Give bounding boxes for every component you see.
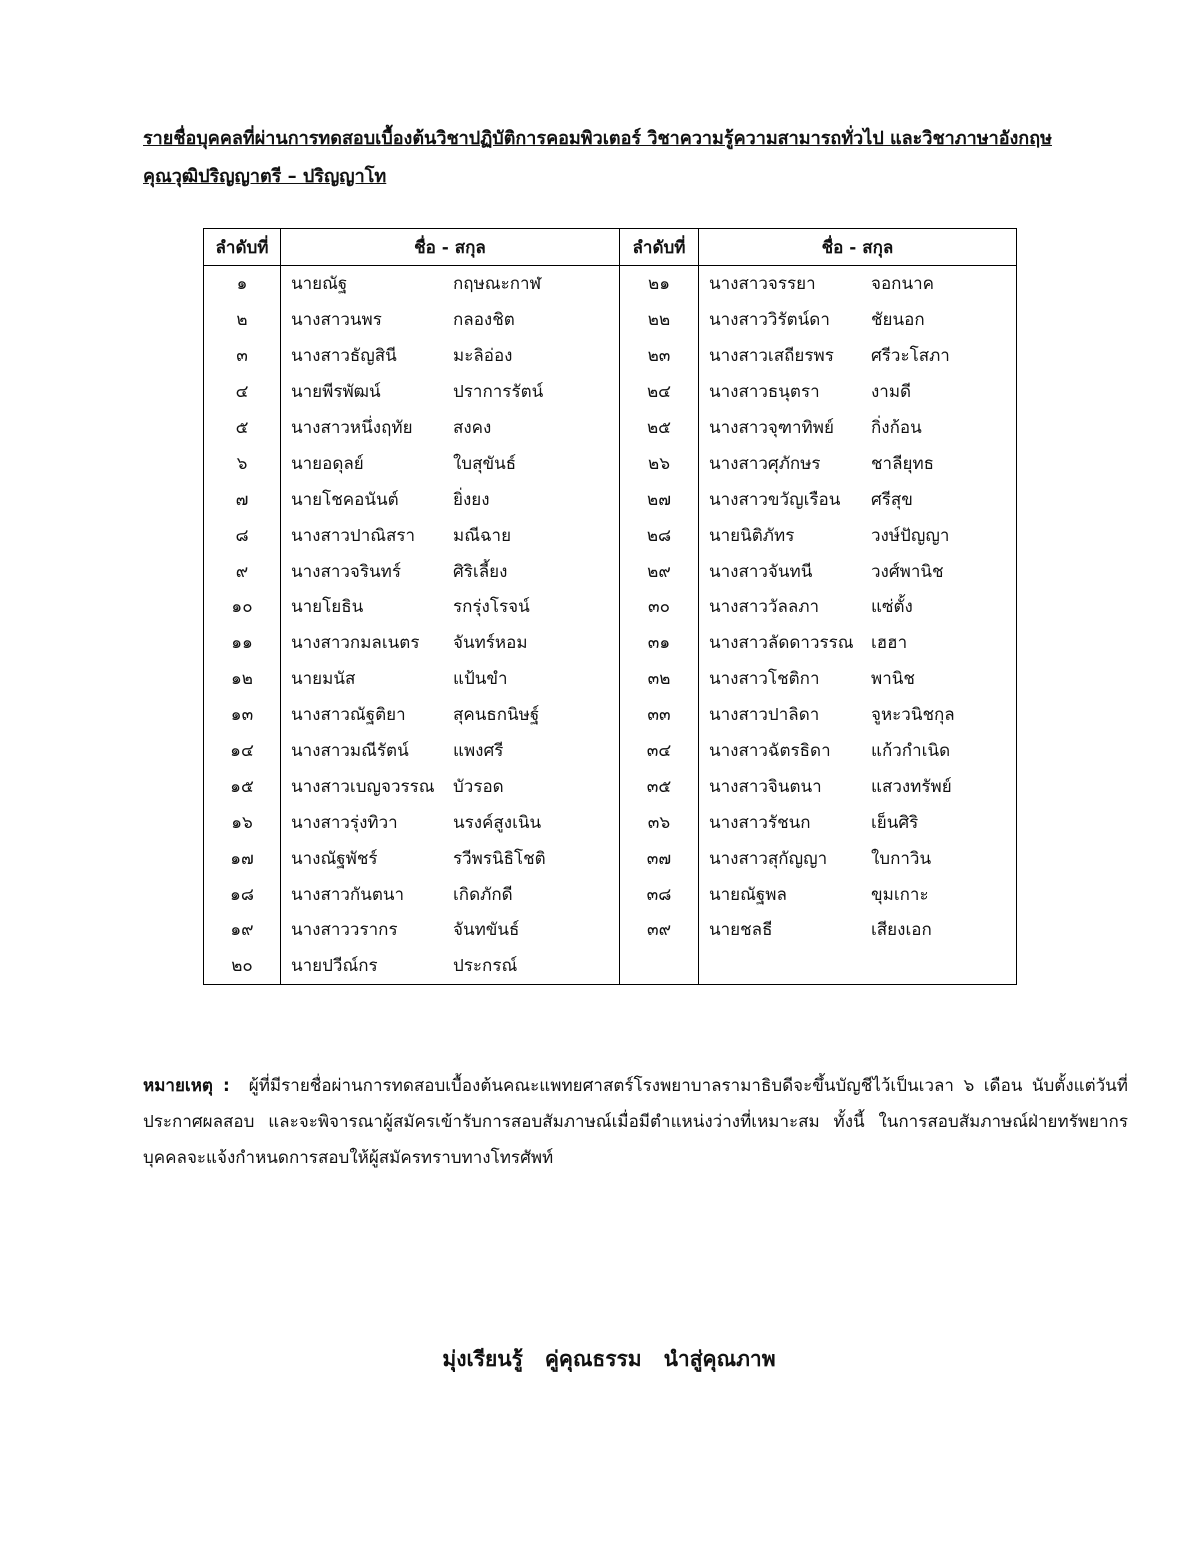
header-name-right: ชื่อ - สกุล: [699, 229, 1017, 266]
first-name: นางสาวรัชนก: [709, 812, 811, 833]
person-name: [699, 481, 1017, 517]
table-row: [204, 553, 1017, 589]
last-name: เกิดภักดี: [453, 884, 513, 905]
first-name: นางณัฐพัชร์: [291, 848, 378, 869]
order-number: ๒๔: [620, 374, 699, 410]
last-name: มณีฉาย: [453, 525, 512, 546]
first-name: นางสาวจันทนี: [709, 561, 813, 582]
order-number: ๓๐: [620, 589, 699, 625]
first-name: นางสาวมณีรัตน์: [291, 741, 409, 762]
order-number: ๒๐: [204, 948, 281, 984]
last-name: จูหะวนิชกุล: [871, 705, 955, 726]
order-number: ๑: [204, 266, 281, 302]
person-name: [281, 481, 620, 517]
motto: มุ่งเรียนรู้ คู่คุณธรรม นำสู่คุณภาพ: [442, 1347, 776, 1371]
order-number: ๒๗: [620, 481, 699, 517]
first-name: นางสาวลัดดาวรรณ: [709, 633, 854, 654]
first-name: นางสาวฉัตรธิดา: [709, 741, 831, 762]
person-name: [281, 445, 620, 481]
last-name: ประกรณ์: [453, 956, 518, 977]
table-row: [204, 661, 1017, 697]
first-name: นายนิติภัทร: [709, 525, 795, 546]
table-row: [204, 733, 1017, 769]
table-row: [204, 804, 1017, 840]
order-number: ๒๒: [620, 302, 699, 338]
first-name: นางสาวเสถียรพร: [709, 346, 834, 367]
table-row: [204, 948, 1017, 984]
last-name: กฤษณะกาฬ: [453, 274, 542, 295]
order-number: ๔: [204, 374, 281, 410]
last-name: สุคนธกนิษฐ์: [453, 705, 540, 726]
order-number: ๓๘: [620, 876, 699, 912]
last-name: ชาลียุทธ: [871, 453, 935, 474]
person-name: [281, 553, 620, 589]
last-name: นรงค์สูงเนิน: [453, 812, 542, 833]
table-row: [204, 410, 1017, 446]
order-number: ๓๔: [620, 733, 699, 769]
person-name: [699, 840, 1017, 876]
order-number: ๓: [204, 338, 281, 374]
last-name: สงคง: [453, 418, 492, 438]
order-number: ๓๓: [620, 697, 699, 733]
person-name: [699, 661, 1017, 697]
order-number: ๕: [204, 410, 281, 446]
order-number: ๒๓: [620, 338, 699, 374]
last-name: แป้นขำ: [453, 669, 508, 690]
person-name: [281, 625, 620, 661]
order-number: ๗: [204, 481, 281, 517]
person-name: [281, 266, 620, 302]
person-name: [699, 410, 1017, 446]
order-number: ๒๕: [620, 410, 699, 446]
order-number: ๑๔: [204, 733, 281, 769]
first-name: นางสาววรากร: [291, 920, 398, 941]
person-name: [699, 553, 1017, 589]
last-name: เฮฮา: [871, 633, 908, 654]
order-number: ๙: [204, 553, 281, 589]
first-name: นางสาวศุภักษร: [709, 453, 821, 474]
table-row: [204, 697, 1017, 733]
person-name: [699, 302, 1017, 338]
table-row: [204, 374, 1017, 410]
order-number: ๑๒: [204, 661, 281, 697]
person-name: [281, 804, 620, 840]
table-row: [204, 338, 1017, 374]
first-name: นางสาวนพร: [291, 310, 382, 331]
order-number: ๘: [204, 517, 281, 553]
person-name: [699, 804, 1017, 840]
first-name: นางสาวจรรยา: [709, 274, 816, 295]
last-name: ศรีวะโสภา: [871, 346, 950, 367]
last-name: กิ่งก้อน: [871, 418, 922, 438]
order-number: ๒๘: [620, 517, 699, 553]
person-name: [281, 948, 620, 984]
person-name: [281, 876, 620, 912]
order-number: ๑๑: [204, 625, 281, 661]
last-name: จอกนาค: [871, 274, 935, 295]
first-name: นายโยธิน: [291, 597, 364, 618]
order-number: ๑๙: [204, 912, 281, 948]
first-name: นางสาวจรินทร์: [291, 561, 401, 582]
person-name: [699, 876, 1017, 912]
first-name: นางสาวณัฐติยา: [291, 705, 406, 726]
first-name: นางสาวรุ่งทิวา: [291, 812, 398, 833]
person-name: [281, 302, 620, 338]
first-name: นายชลธี: [709, 920, 773, 941]
person-name: [281, 410, 620, 446]
table-row: [204, 589, 1017, 625]
last-name: จันทขันธ์: [453, 920, 520, 941]
person-name: [699, 445, 1017, 481]
last-name: เสียงเอก: [871, 920, 932, 941]
first-name: นางสาวโชติกา: [709, 669, 820, 690]
last-name: แก้วกำเนิด: [871, 741, 951, 762]
first-name: นางสาวกันตนา: [291, 884, 405, 905]
first-name: นางสาวธัญสินี: [291, 346, 397, 367]
table-body: [204, 266, 1017, 985]
last-name: พานิช: [871, 669, 915, 690]
last-name: รกรุ่งโรจน์: [453, 597, 530, 618]
order-number: ๑๕: [204, 768, 281, 804]
person-name: [699, 625, 1017, 661]
person-name: [281, 912, 620, 948]
table-row: [204, 840, 1017, 876]
order-number: ๑๐: [204, 589, 281, 625]
order-number: ๒๙: [620, 553, 699, 589]
person-name: [281, 338, 620, 374]
first-name: นางสาวธนุตรา: [709, 382, 820, 403]
last-name: งามดี: [871, 382, 912, 403]
table-row: [204, 876, 1017, 912]
last-name: วงษ์ปัญญา: [871, 525, 950, 546]
first-name: นางสาวสุกัญญา: [709, 848, 828, 869]
order-number: ๑๖: [204, 804, 281, 840]
table-row: [204, 445, 1017, 481]
order-number: ๓๖: [620, 804, 699, 840]
order-number: ๑๘: [204, 876, 281, 912]
person-name: [699, 517, 1017, 553]
order-number: ๓๑: [620, 625, 699, 661]
first-name: นางสาวปาลิดา: [709, 705, 820, 726]
first-name: นางสาวหนึ่งฤทัย: [291, 418, 413, 438]
person-name: [699, 266, 1017, 302]
order-number: ๓๙: [620, 912, 699, 948]
person-name: [281, 374, 620, 410]
person-name: [281, 768, 620, 804]
table-header-row: [204, 229, 1017, 266]
last-name: ใบกาวิน: [871, 848, 932, 869]
person-name: [699, 948, 1017, 984]
person-name: [699, 912, 1017, 948]
last-name: จันทร์หอม: [453, 633, 528, 654]
person-name: [281, 589, 620, 625]
document-title: รายชื่อบุคคลที่ผ่านการทดสอบเบื้องต้นวิชาปฏิบัติการคอมพิวเตอร์ วิชาความรู้ความสามารถทั่วไป และวิชาภาษาอังกฤษ: [143, 128, 1052, 149]
first-name: นางสาวจินตนา: [709, 776, 822, 797]
order-number: ๓๒: [620, 661, 699, 697]
last-name: ใบสุขันธ์: [453, 453, 517, 474]
last-name: ยิ่งยง: [453, 489, 490, 510]
person-name: [281, 517, 620, 553]
table-row: [204, 481, 1017, 517]
last-name: บัวรอด: [453, 776, 504, 797]
person-name: [699, 697, 1017, 733]
first-name: นางสาวกมลเนตร: [291, 633, 420, 654]
first-name: นายณัฐ: [291, 274, 348, 295]
first-name: นายปวีณ์กร: [291, 956, 378, 977]
first-name: นางสาววัลลภา: [709, 597, 820, 618]
last-name: รวีพรนิธิโชติ: [453, 848, 546, 869]
order-number: ๖: [204, 445, 281, 481]
first-name: นางสาวปาณิสรา: [291, 525, 416, 546]
first-name: นายมนัส: [291, 669, 356, 690]
person-name: [281, 733, 620, 769]
header-order-right: ลำดับที่: [620, 229, 699, 266]
table-row: [204, 266, 1017, 302]
last-name: มะลิอ่อง: [453, 346, 513, 367]
person-name: [699, 768, 1017, 804]
remark-label: หมายเหตุ :: [143, 1076, 230, 1096]
remark-text: ผู้ที่มีรายชื่อผ่านการทดสอบเบื้องต้นคณะแพทยศาสตร์โรงพยาบาลรามาธิบดีจะขึ้นบัญชีไว้เป็นเวลา ๖ เดือน นับตั้งแต่วันที่ประกาศผลสอบ และจะพิจารณาผู้สมัครเข้ารับการสอบสัมภาษณ์เมื่อมีตำแหน่งว่างที่เหมาะสม ทั้งนี้ ในการสอบสัมภาษณ์ฝ่ายทรัพยากรบุคคลจะแจ้งกำหนดการสอบให้ผู้สมัครทราบทางโทรศัพท์: [143, 1076, 1129, 1168]
order-number: [620, 948, 699, 984]
last-name: ปราการรัตน์: [453, 382, 544, 403]
last-name: ศิริเลี้ยง: [453, 561, 508, 582]
order-number: ๒๖: [620, 445, 699, 481]
order-number: ๓๗: [620, 840, 699, 876]
first-name: นางสาววิรัตน์ดา: [709, 310, 830, 331]
last-name: วงศ์พานิช: [871, 561, 944, 582]
order-number: ๒: [204, 302, 281, 338]
table-row: [204, 302, 1017, 338]
person-name: [281, 661, 620, 697]
order-number: ๑๓: [204, 697, 281, 733]
table-row: [204, 768, 1017, 804]
last-name: ขุมเกาะ: [871, 884, 929, 905]
last-name: แสวงทรัพย์: [871, 776, 952, 797]
last-name: แซ่ตั้ง: [871, 597, 913, 618]
remark: [143, 1068, 1128, 1176]
candidate-table: [203, 228, 1017, 985]
person-name: [281, 697, 620, 733]
last-name: ชัยนอก: [871, 310, 925, 331]
person-name: [699, 374, 1017, 410]
first-name: นายโชคอนันต์: [291, 489, 399, 510]
first-name: นายพีรพัฒน์: [291, 382, 381, 403]
first-name: นายอดุลย์: [291, 453, 364, 474]
document-subtitle: คุณวุฒิปริญญาตรี – ปริญญาโท: [143, 166, 387, 187]
last-name: แพงศรี: [453, 741, 504, 762]
first-name: นางสาวเบญจวรรณ: [291, 776, 435, 797]
header-order-left: ลำดับที่: [204, 229, 281, 266]
person-name: [699, 338, 1017, 374]
person-name: [699, 589, 1017, 625]
last-name: เย็นศิริ: [871, 812, 919, 833]
order-number: ๓๕: [620, 768, 699, 804]
order-number: ๑๗: [204, 840, 281, 876]
first-name: นางสาวขวัญเรือน: [709, 489, 841, 510]
order-number: ๒๑: [620, 266, 699, 302]
last-name: ศรีสุข: [871, 489, 913, 510]
last-name: กลองชิต: [453, 310, 515, 331]
table-row: [204, 517, 1017, 553]
first-name: นายณัฐพล: [709, 884, 787, 905]
person-name: [281, 840, 620, 876]
header-name-left: ชื่อ - สกุล: [281, 229, 620, 266]
person-name: [699, 733, 1017, 769]
table-row: [204, 625, 1017, 661]
table-row: [204, 912, 1017, 948]
first-name: นางสาวจุฑาทิพย์: [709, 418, 834, 438]
